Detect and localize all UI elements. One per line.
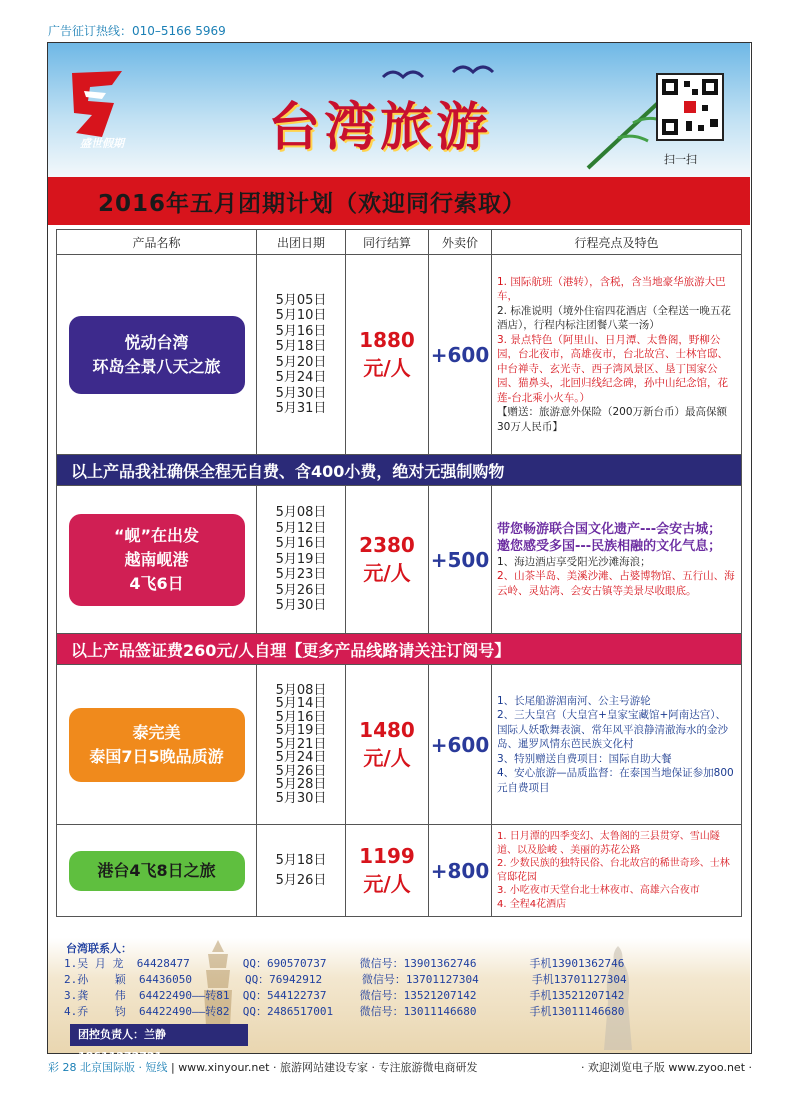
highlight-item: 3. 景点特色（阿里山、日月潭、太鲁阁，野柳公园，台北夜市，高雄夜市，台北故宫、士林官邸、中台禅寺、玄光寺、西子湾风景区、垦丁国家公园、猫鼻头，北回归线纪念碑，孙中山纪念馆，花莲-台北乘小火车。） <box>497 333 728 404</box>
scan-label: 扫一扫 <box>664 153 697 166</box>
col-header-product: 产品名称 <box>57 230 257 255</box>
table-row <box>57 665 742 825</box>
contacts-section <box>48 938 750 1063</box>
highlight-item: 3、特别赠送自费项目：国际自助大餐 <box>497 752 672 765</box>
highlight-item: 1. 国际航班（港转），含税，含当地豪华旅游大巴车， <box>497 275 726 303</box>
schedule-title: 2016年五月团期计划（欢迎同行索取） <box>98 191 527 217</box>
notice-no-extra-fees: 以上产品我社确保全程无自费、含400小费，绝对无强制购物 <box>57 455 742 486</box>
contact-row: 3.龚 伟 64422490——转81 QQ：544122737 微信号：13521207142 手机13521207142 <box>64 989 625 1002</box>
retail-markup: +600 <box>429 255 492 455</box>
product-name-line: 悦动台湾 <box>124 332 189 352</box>
product-badge[interactable] <box>69 514 245 606</box>
company-logo-icon <box>62 63 142 143</box>
notice-visa-fee: 以上产品签证费260元/人自理【更多产品线路请关注订阅号】 <box>57 634 742 665</box>
date-item: 5月24日 <box>275 750 327 766</box>
highlight-item: 3. 小吃夜市天堂台北士林夜市、高雄六合夜市 <box>497 885 700 896</box>
product-cell <box>57 486 257 634</box>
date-item: 5月21日 <box>275 736 327 752</box>
product-cell <box>57 255 257 455</box>
highlight-item: 2. 少数民族的独特民俗、台北故宫的稀世奇珍、士林官邸花园 <box>497 858 730 883</box>
date-item: 5月20日 <box>275 354 327 370</box>
product-name-line: 泰完美 <box>132 722 181 742</box>
table-row <box>57 255 742 455</box>
product-name-line: 泰国7日5晚品质游 <box>89 746 224 766</box>
notice-row <box>57 455 742 486</box>
contact-row: 4.乔 钧 64422490——转82 QQ：2486517001 微信号：13011146680 手机13011146680 <box>64 1005 625 1018</box>
retail-markup: +500 <box>429 486 492 634</box>
highlights-cell <box>492 825 742 917</box>
date-item: 5月30日 <box>275 385 327 401</box>
retail-markup: +800 <box>429 825 492 917</box>
date-item: 5月08日 <box>275 682 327 698</box>
date-item: 5月28日 <box>275 777 327 793</box>
product-name-line: 越南岘港 <box>124 549 189 569</box>
trade-price: 2380元/人 <box>346 486 429 634</box>
date-item: 5月30日 <box>275 790 327 806</box>
date-item: 5月08日 <box>275 505 327 521</box>
contact-row: 2.孙 颖 64436050 QQ：76942912 微信号：13701127304 手机13701127304 <box>64 973 627 986</box>
qr-code-icon[interactable] <box>656 73 724 141</box>
notice-row <box>57 634 742 665</box>
schedule-title-bar <box>48 177 750 225</box>
col-header-trade-price: 同行结算 <box>346 230 429 255</box>
date-item: 5月30日 <box>275 598 327 614</box>
highlights-cell <box>492 665 742 825</box>
product-name-line: 港台4飞8日之旅 <box>97 860 216 880</box>
date-item: 5月26日 <box>275 872 327 888</box>
date-item: 5月12日 <box>275 520 327 536</box>
footer-left: 彩 28 北京国际版 · 短线 | www.xinyour.net · 旅游网站建设专家 · 专注旅游微电商研发 <box>48 1061 478 1074</box>
date-item: 5月16日 <box>275 709 327 725</box>
date-item: 5月14日 <box>275 696 327 712</box>
product-badge[interactable] <box>69 708 245 782</box>
highlight-item: 1、长尾船游湄南河、公主号游轮 <box>497 694 651 707</box>
highlights-cell <box>492 486 742 634</box>
highlight-item: 4、安心旅游—品质监督：在泰国当地保证参加800元自费项目 <box>497 767 734 794</box>
banner <box>48 43 750 177</box>
retail-markup: +600 <box>429 665 492 825</box>
date-item: 5月18日 <box>275 852 327 868</box>
highlight-item: 【赠送：旅游意外保险（200万新台币）最高保额30万人民币】 <box>497 406 728 433</box>
product-name-line: 环岛全景八天之旅 <box>92 356 221 376</box>
col-header-highlights: 行程亮点及特色 <box>492 230 742 255</box>
product-name-line: “岘”在出发 <box>113 525 200 545</box>
highlight-item: 1. 日月潭的四季变幻、太鲁阁的三县贯穿、雪山隧道、以及脍峻 、美丽的苏花公路 <box>497 831 720 856</box>
footer-right: · 欢迎浏览电子版 www.zyoo.net · <box>580 1061 752 1074</box>
highlight-item: 4. 全程4花酒店 <box>497 898 567 910</box>
flyer-frame <box>47 42 752 1063</box>
highlight-item: 邀您感受多国---民族相融的文化气息； <box>497 538 722 554</box>
table-header-row <box>57 230 742 255</box>
product-cell <box>57 665 257 825</box>
col-header-retail-markup: 外卖价 <box>429 230 492 255</box>
date-item: 5月26日 <box>275 763 327 779</box>
trade-price: 1199元/人 <box>346 825 429 917</box>
date-item: 5月19日 <box>275 723 327 739</box>
company-logo-text: 盛世假期 <box>80 137 124 150</box>
trade-price: 1480元/人 <box>346 665 429 825</box>
table-row <box>57 486 742 634</box>
col-header-dates: 出团日期 <box>257 230 346 255</box>
product-cell <box>57 825 257 917</box>
date-item: 5月31日 <box>275 401 327 416</box>
date-item: 5月05日 <box>275 292 327 308</box>
date-item: 5月24日 <box>275 370 327 385</box>
date-item: 5月18日 <box>275 339 327 354</box>
highlight-item: 2、山茶半岛、美溪沙滩、占婆博物馆、五行山、海云岭、灵姑湾、会安古镇等美景尽收眼底。 <box>497 570 735 597</box>
date-item: 5月19日 <box>275 551 327 567</box>
highlight-item: 2、三大皇宫（大皇宫+皇家宝藏馆+阿南达宫）、国际人妖歌舞表演、常年风平浪静清澈海水的金沙岛、暹罗风情东芭民族文化村 <box>497 709 728 751</box>
date-item: 5月16日 <box>275 536 327 552</box>
date-item: 5月26日 <box>275 582 327 598</box>
product-badge[interactable] <box>69 316 245 394</box>
banner-title: 台湾旅游 <box>268 97 493 158</box>
product-badge[interactable] <box>69 851 245 891</box>
table-row <box>57 825 742 917</box>
footer-page-info: 彩 28 北京国际版 · 短线 <box>48 1061 168 1074</box>
date-item: 5月10日 <box>275 308 327 323</box>
contact-row: 1.吴 月 龙 64428477 QQ：690570737 微信号：13901362746 手机13901362746 <box>64 957 625 970</box>
contacts-title: 台湾联系人： <box>66 942 132 955</box>
product-name-line: 4飞6日 <box>129 573 184 593</box>
dates-cell <box>257 665 346 825</box>
trade-price: 1880元/人 <box>346 255 429 455</box>
highlight-item: 2. 标准说明（境外住宿四花酒店（全程送一晚五花酒店），行程内标注团餐八菜一汤） <box>497 304 731 332</box>
highlight-item: 带您畅游联合国文化遗产---会安古城； <box>497 521 722 537</box>
highlights-cell <box>492 255 742 455</box>
date-item: 5月16日 <box>275 323 327 339</box>
dates-cell <box>257 255 346 455</box>
dates-cell <box>257 486 346 634</box>
tour-lead-contact: 团控负责人：兰静18611272721 <box>70 1024 248 1046</box>
ad-hotline: 广告征订热线：010–5166 5969 <box>48 24 226 38</box>
footer-middle: www.xinyour.net · 旅游网站建设专家 · 专注旅游微电商研发 <box>178 1061 478 1074</box>
schedule-table <box>56 229 742 917</box>
highlight-item: 1、海边酒店享受阳光沙滩海浪； <box>497 555 651 568</box>
date-item: 5月23日 <box>275 567 327 583</box>
bamboo-icon <box>578 93 668 173</box>
dates-cell <box>257 825 346 917</box>
